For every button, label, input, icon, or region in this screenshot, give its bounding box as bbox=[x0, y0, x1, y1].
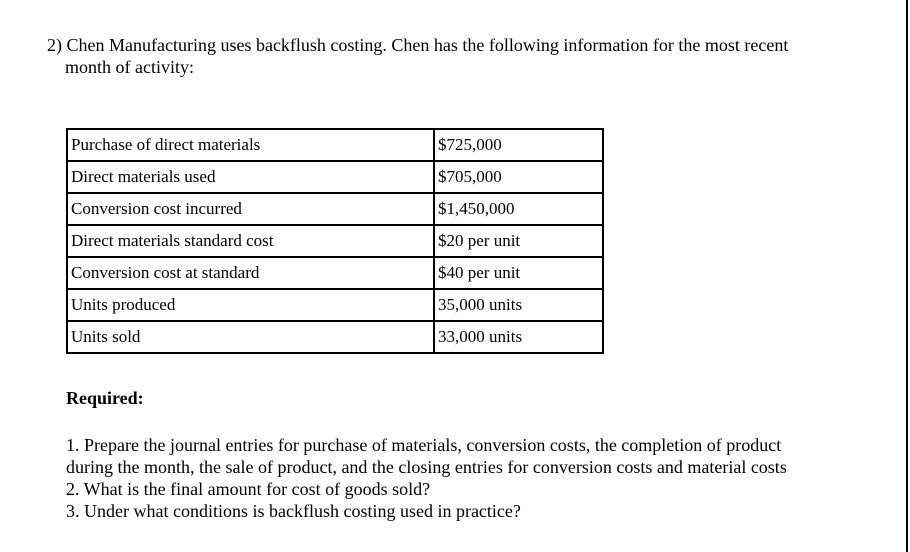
row-value: $725,000 bbox=[434, 129, 603, 161]
row-label: Units produced bbox=[67, 289, 434, 321]
page-edge-rule bbox=[906, 0, 908, 552]
table-row bbox=[67, 289, 603, 321]
row-value: $40 per unit bbox=[434, 257, 603, 289]
table-row bbox=[67, 193, 603, 225]
row-label: Direct materials standard cost bbox=[67, 225, 434, 257]
required-item: 1. Prepare the journal entries for purchase of materials, conversion costs, the completion of product bbox=[66, 435, 782, 455]
question-line-1: 2) Chen Manufacturing uses backflush costing. Chen has the following information for the most recent bbox=[47, 35, 789, 55]
required-heading: Required: bbox=[66, 388, 144, 408]
table-row bbox=[67, 129, 603, 161]
row-value: $705,000 bbox=[434, 161, 603, 193]
row-label: Units sold bbox=[67, 321, 434, 353]
row-label: Conversion cost at standard bbox=[67, 257, 434, 289]
row-label: Conversion cost incurred bbox=[67, 193, 434, 225]
required-item: during the month, the sale of product, and the closing entries for conversion costs and material costs bbox=[66, 457, 787, 477]
question-line-2: month of activity: bbox=[65, 57, 194, 77]
row-value: $1,450,000 bbox=[434, 193, 603, 225]
table-row bbox=[67, 225, 603, 257]
question-text bbox=[47, 34, 847, 78]
required-item: 2. What is the final amount for cost of goods sold? bbox=[66, 479, 431, 499]
required-item: 3. Under what conditions is backflush costing used in practice? bbox=[66, 501, 521, 521]
row-label: Direct materials used bbox=[67, 161, 434, 193]
row-value: 35,000 units bbox=[434, 289, 603, 321]
required-items-list bbox=[66, 434, 787, 522]
activity-data-table bbox=[66, 128, 604, 354]
row-value: 33,000 units bbox=[434, 321, 603, 353]
table-row bbox=[67, 161, 603, 193]
table-row bbox=[67, 257, 603, 289]
row-label: Purchase of direct materials bbox=[67, 129, 434, 161]
row-value: $20 per unit bbox=[434, 225, 603, 257]
table-row bbox=[67, 321, 603, 353]
